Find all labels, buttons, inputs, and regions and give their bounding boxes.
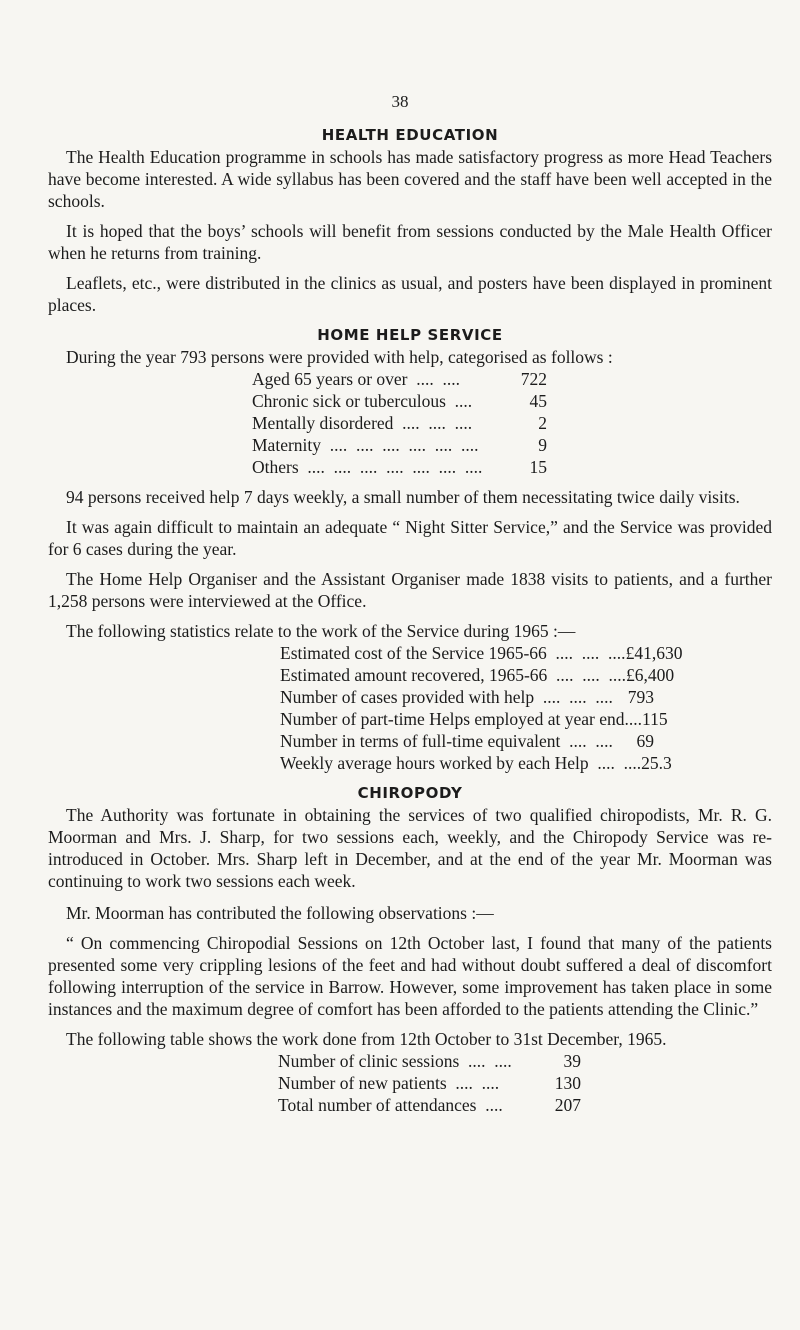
table-row — [278, 1072, 581, 1094]
statistic-value: 115 — [642, 709, 668, 729]
health-education-section — [48, 124, 772, 316]
statistic-value: 793 — [627, 687, 654, 707]
statistic-value: 25.3 — [641, 753, 672, 773]
home-help-statistics-list — [280, 642, 683, 774]
page-number: 38 — [391, 92, 409, 111]
list-item — [252, 368, 547, 390]
health-education-paragraph: Leaflets, etc., were distributed in the clinics as usual, and posters have been displayed in prominent places. — [48, 273, 772, 315]
category-label: Chronic sick or tuberculous .... — [252, 391, 473, 411]
statistic-value: 69 — [636, 731, 654, 751]
home-help-intro: During the year 793 persons were provided with help, categorised as follows : — [66, 347, 613, 367]
statistic-label: Estimated cost of the Service 1965-66 .... .... .... — [280, 643, 626, 663]
table-label: Number of new patients .... .... — [278, 1073, 500, 1093]
list-item — [252, 456, 547, 478]
health-education-heading: HEALTH EDUCATION — [321, 126, 499, 144]
home-help-paragraph: The Home Help Organiser and the Assistant Organiser made 1838 visits to patients, and a further 1,258 persons were interviewed at the Office. — [48, 569, 772, 611]
table-value: 39 — [563, 1051, 581, 1071]
category-label: Aged 65 years or over .... .... — [252, 369, 461, 389]
category-value: 722 — [520, 369, 547, 389]
list-item — [252, 434, 547, 456]
category-label: Maternity .... .... .... .... .... .... — [252, 435, 479, 455]
home-help-categories-list — [252, 368, 547, 478]
statistic-value: £41,630 — [625, 643, 683, 663]
list-item — [280, 730, 654, 752]
list-item — [280, 686, 654, 708]
category-value: 9 — [538, 435, 547, 455]
home-help-paragraph: 94 persons received help 7 days weekly, a small number of them necessitating twice daily visits. — [66, 487, 740, 507]
list-item — [280, 642, 683, 664]
page-content — [48, 124, 772, 1124]
list-item — [280, 752, 672, 774]
table-value: 130 — [554, 1073, 581, 1093]
chiropody-table — [278, 1050, 581, 1116]
statistic-label: Number in terms of full-time equivalent .... .... — [280, 731, 613, 751]
statistic-label: Number of cases provided with help .... .... .... — [280, 687, 613, 707]
list-item — [280, 664, 675, 686]
chiropody-paragraph: The following table shows the work done from 12th October to 31st December, 1965. — [66, 1029, 667, 1049]
table-value: 207 — [554, 1095, 581, 1115]
home-help-paragraph: The following statistics relate to the work of the Service during 1965 :— — [66, 621, 576, 641]
table-row — [278, 1094, 581, 1116]
statistic-label: Number of part-time Helps employed at year end.... — [280, 709, 643, 729]
chiropody-paragraph: Mr. Moorman has contributed the following observations :— — [66, 903, 494, 923]
home-help-paragraph: It was again difficult to maintain an adequate “ Night Sitter Service,” and the Service was provided for 6 cases during the year. — [48, 517, 772, 559]
chiropody-paragraph: The Authority was fortunate in obtaining the services of two qualified chiropodists, Mr. R. G. Moorman and Mrs. J. Sharp, for two sessions each, weekly, and the Chiropody Service was re-introduced in October. Mrs. Sharp left in December, and at the end of the year Mr. Moorman was continuing to work two sessions each week. — [48, 805, 772, 891]
table-label: Total number of attendances .... — [278, 1095, 503, 1115]
health-education-paragraph: It is hoped that the boys’ schools will benefit from sessions conducted by the Male Health Officer when he returns from training. — [48, 221, 772, 263]
home-help-heading: HOME HELP SERVICE — [317, 326, 503, 344]
statistic-value: £6,400 — [626, 665, 675, 685]
table-label: Number of clinic sessions .... .... — [278, 1051, 512, 1071]
health-education-paragraph: The Health Education programme in schools has made satisfactory progress as more Head Teachers have become interested. A wide syllabus has been covered and the staff have been well accepted in the schools. — [48, 147, 772, 211]
category-label: Mentally disordered .... .... .... — [252, 413, 473, 433]
statistic-label: Estimated amount recovered, 1965-66 .... .... .... — [280, 665, 627, 685]
category-value: 15 — [529, 457, 547, 477]
list-item — [280, 708, 668, 730]
home-help-section — [48, 324, 772, 774]
chiropody-heading: CHIROPODY — [357, 784, 463, 802]
chiropody-quote: “ On commencing Chiropodial Sessions on 12th October last, I found that many of the patients presented some very crippling lesions of the feet and had without doubt suffered a deal of discomfort following interruption of the service in Barrow. However, some improvement has taken place in some instances and the maximum degree of comfort has been afforded to the patients attending the Clinic.” — [48, 933, 772, 1019]
category-value: 2 — [538, 413, 547, 433]
category-label: Others .... .... .... .... .... .... .... — [252, 457, 483, 477]
list-item — [252, 412, 547, 434]
category-value: 45 — [529, 391, 547, 411]
chiropody-section — [48, 782, 772, 1116]
statistic-label: Weekly average hours worked by each Help .... .... — [280, 753, 642, 773]
table-row — [278, 1050, 581, 1072]
list-item — [252, 390, 547, 412]
